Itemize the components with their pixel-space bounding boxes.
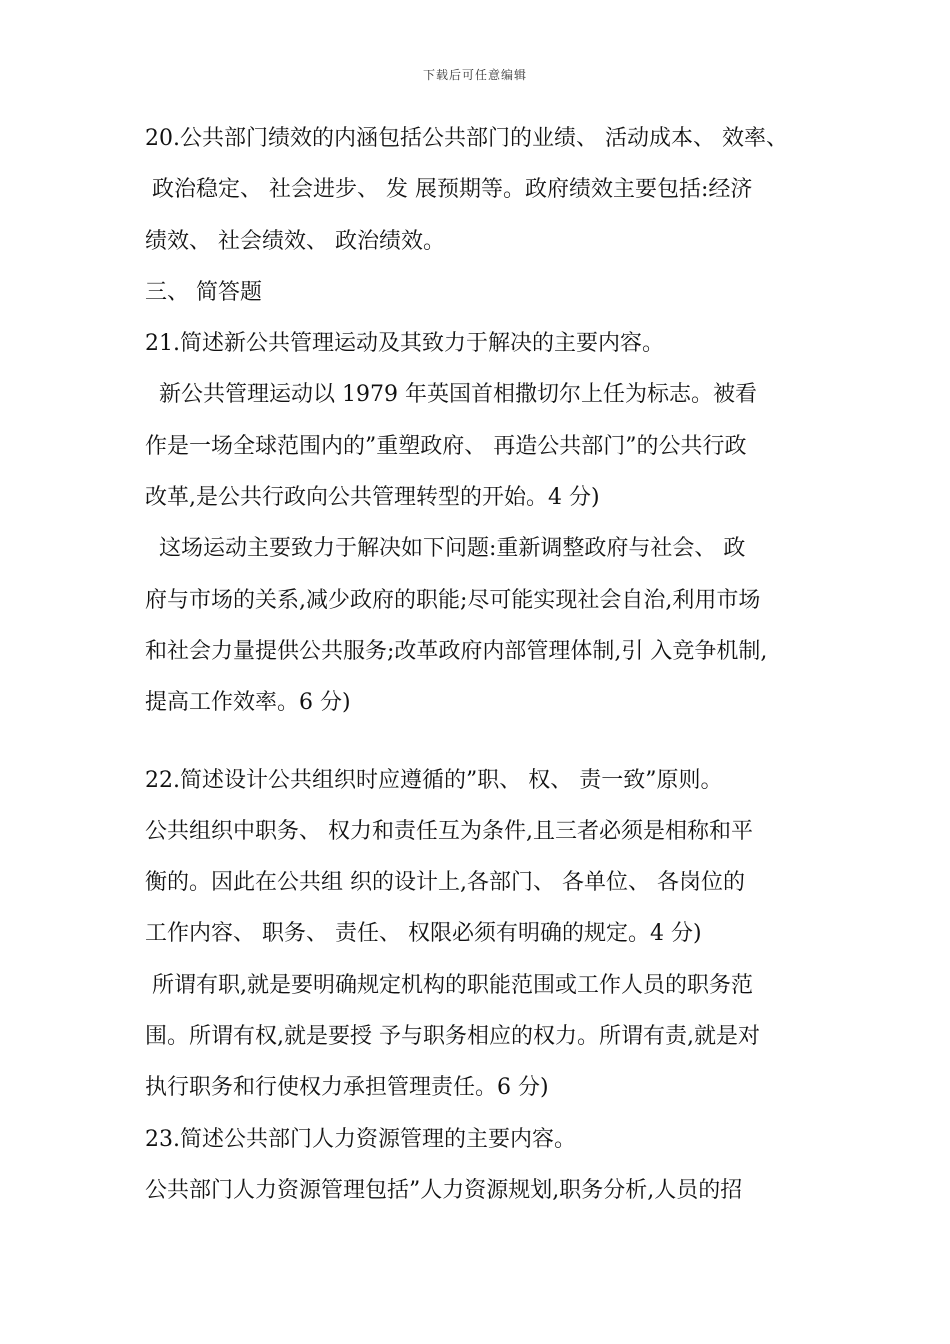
question-21-title: 21.简述新公共管理运动及其致力于解决的主要内容。 xyxy=(145,331,664,357)
text-line: 新公共管理运动以 1979 年英国首相撒切尔上任为标志。被看 xyxy=(145,382,757,408)
text-line: 围。所谓有权,就是要授 予与职务相应的权力。所谓有责,就是对 xyxy=(145,1024,760,1050)
text-line: 作是一场全球范围内的”重塑政府、 再造公共部门”的公共行政 xyxy=(145,433,747,459)
text-line: 衡的。因此在公共组 织的设计上,各部门、 各单位、 各岗位的 xyxy=(145,870,745,896)
blank-line xyxy=(145,735,825,761)
text-line: 改革,是公共行政向公共管理转型的开始。4 分) xyxy=(145,485,600,511)
text-line: 这场运动主要致力于解决如下问题:重新调整政府与社会、 政 xyxy=(145,536,746,562)
question-23-title: 23.简述公共部门人力资源管理的主要内容。 xyxy=(145,1126,576,1152)
page-header: 下载后可任意编辑 xyxy=(422,68,527,82)
text-line: 执行职务和行使权力承担管理责任。6 分) xyxy=(145,1075,549,1101)
text-line: 所谓有职,就是要明确规定机构的职能范围或工作人员的职务范 xyxy=(145,972,753,998)
question-22-title: 22.简述设计公共组织时应遵循的”职、 权、 责一致”原则。 xyxy=(145,767,723,793)
text-line: 提高工作效率。6 分) xyxy=(145,690,351,716)
text-line: 工作内容、 职务、 责任、 权限必须有明确的规定。4 分) xyxy=(145,921,702,947)
text-line: 公共组织中职务、 权力和责任互为条件,且三者必须是相称和平 xyxy=(145,818,753,844)
text-line: 20.公共部门绩效的内涵包括公共部门的业绩、 活动成本、 效率、 xyxy=(145,126,788,151)
text-line: 公共部门人力资源管理包括”人力资源规划,职务分析,人员的招 xyxy=(145,1177,743,1203)
text-line: 和社会力量提供公共服务;改革政府内部管理体制,引 入竞争机制, xyxy=(145,638,768,664)
section-heading: 三、 简答题 xyxy=(145,279,262,305)
text-line: 政治稳定、 社会进步、 发 展预期等。政府绩效主要包括:经济 xyxy=(145,177,753,203)
text-line: 绩效、 社会绩效、 政治绩效。 xyxy=(145,228,445,254)
document-body xyxy=(145,119,825,1222)
text-line: 府与市场的关系,减少政府的职能;尽可能实现社会自治,利用市场 xyxy=(145,587,761,613)
